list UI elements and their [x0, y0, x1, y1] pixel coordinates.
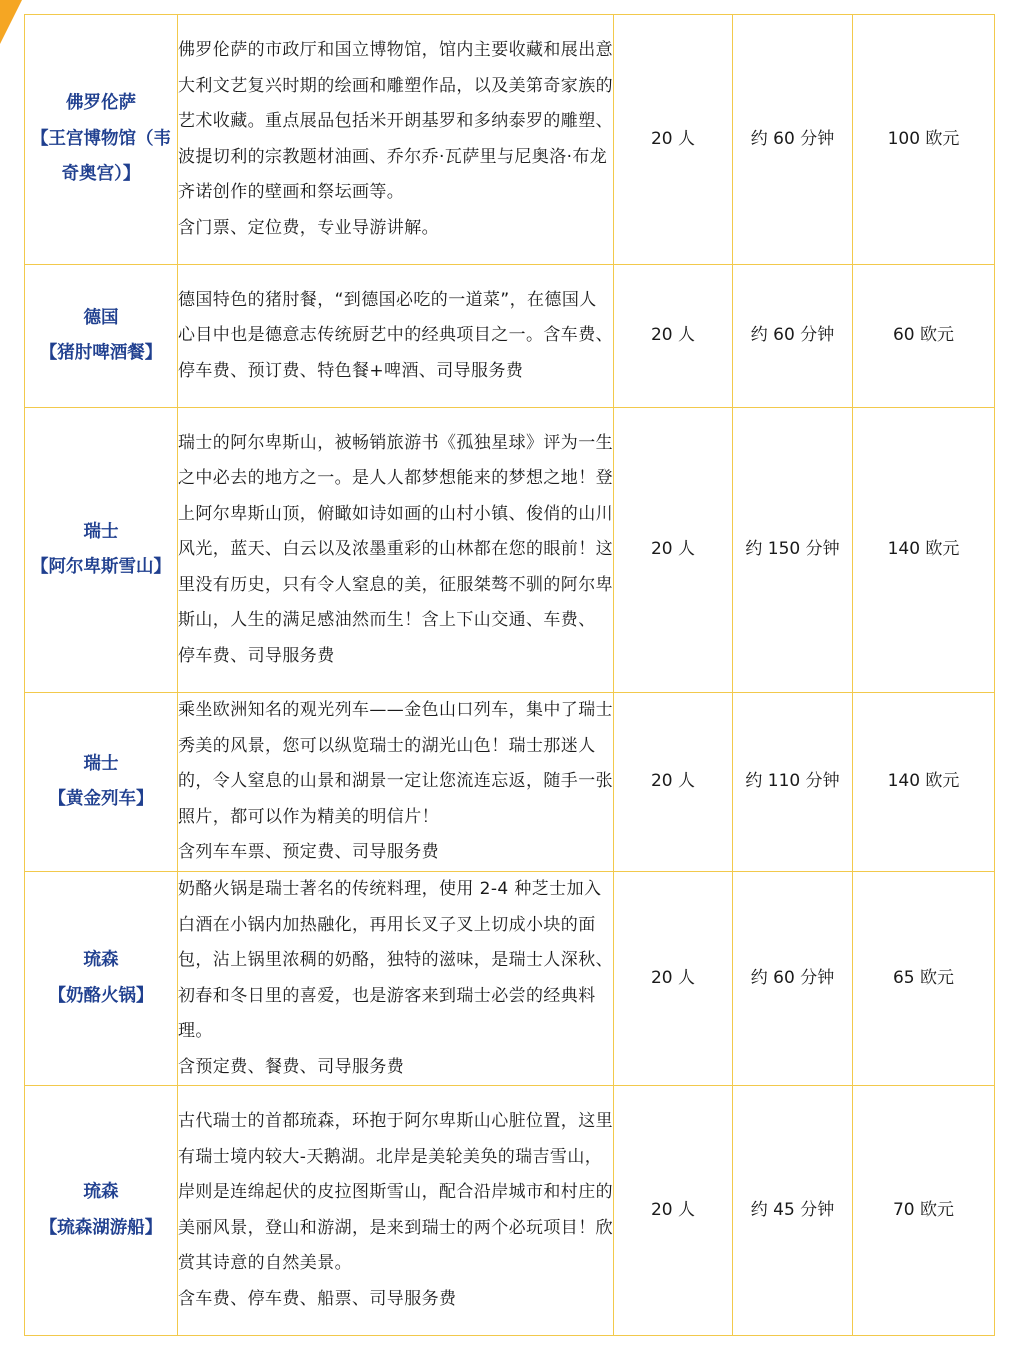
- item-description-cell: [178, 265, 614, 408]
- corner-accent: [0, 0, 22, 44]
- item-price: 100 欧元: [853, 15, 995, 265]
- item-duration: 约 60 分钟: [733, 265, 853, 408]
- item-location: 德国: [83, 307, 119, 328]
- table-row: [25, 265, 995, 408]
- item-description: 古代瑞士的首都琉森，环抱于阿尔卑斯山心脏位置，这里有瑞士境内较大-天鹅湖。北岸是美轮美奂的瑞吉雪山，岸则是连绵起伏的皮拉图斯雪山，配合沿岸城市和村庄的美丽风景，登山和游湖，是来到瑞士的两个必玩项目！欣赏其诗意的自然美景。: [178, 1111, 613, 1273]
- item-price: 60 欧元: [853, 265, 995, 408]
- item-name-cell: [25, 1086, 178, 1336]
- item-description: 奶酪火锅是瑞士著名的传统料理，使用 2-4 种芝士加入白酒在小锅内加热融化，再用长叉子叉上切成小块的面包，沾上锅里浓稠的奶酪，独特的滋味，是瑞士人深秋、初春和冬日里的喜爱，也是游客来到瑞士必尝的经典料理。: [178, 879, 613, 1041]
- table-row: [25, 1086, 995, 1336]
- item-included: 含车费、停车费、船票、司导服务费: [178, 1288, 457, 1309]
- item-description: 佛罗伦萨的市政厅和国立博物馆，馆内主要收藏和展出意大利文艺复兴时期的绘画和雕塑作品，以及美第奇家族的艺术收藏。重点展品包括米开朗基罗和多纳泰罗的雕塑、波提切利的宗教题材油画、乔尔乔·瓦萨里与尼奥洛·布龙齐诺创作的壁画和祭坛画等。: [178, 40, 613, 202]
- item-description-cell: [178, 693, 614, 872]
- item-title: 【奶酪火锅】: [48, 985, 154, 1006]
- item-description: 乘坐欧洲知名的观光列车——金色山口列车，集中了瑞士秀美的风景，您可以纵览瑞士的湖光山色！瑞士那迷人的，令人窒息的山景和湖景一定让您流连忘返，随手一张照片，都可以作为精美的明信片！: [178, 700, 613, 827]
- itinerary-table: [24, 14, 995, 1336]
- table-row: [25, 408, 995, 693]
- item-duration: 约 110 分钟: [733, 693, 853, 872]
- item-description-cell: [178, 15, 614, 265]
- item-included: 含列车车票、预定费、司导服务费: [178, 842, 439, 863]
- item-description-cell: [178, 872, 614, 1086]
- item-people: 20 人: [614, 1086, 733, 1336]
- item-price: 70 欧元: [853, 1086, 995, 1336]
- item-duration: 约 60 分钟: [733, 872, 853, 1086]
- item-duration: 约 45 分钟: [733, 1086, 853, 1336]
- item-name-cell: [25, 693, 178, 872]
- item-description-cell: [178, 408, 614, 693]
- table-row: [25, 15, 995, 265]
- item-name-cell: [25, 265, 178, 408]
- item-price: 140 欧元: [853, 693, 995, 872]
- item-people: 20 人: [614, 872, 733, 1086]
- item-name-cell: [25, 15, 178, 265]
- item-location: 佛罗伦萨: [66, 93, 136, 114]
- item-description: 瑞士的阿尔卑斯山，被畅销旅游书《孤独星球》评为一生之中必去的地方之一。是人人都梦想能来的梦想之地！登上阿尔卑斯山顶，俯瞰如诗如画的山村小镇、俊俏的山川风光，蓝天、白云以及浓墨重彩的山林都在您的眼前！这里没有历史，只有令人窒息的美，征服桀骜不驯的阿尔卑斯山，人生的满足感油然而生！含上下山交通、车费、 停车费、司导服务费: [178, 432, 613, 666]
- item-people: 20 人: [614, 265, 733, 408]
- item-name-cell: [25, 408, 178, 693]
- item-location: 瑞士: [83, 521, 119, 542]
- item-location: 瑞士: [83, 753, 119, 774]
- table-row: [25, 693, 995, 872]
- item-location: 琉森: [83, 1182, 119, 1202]
- item-people: 20 人: [614, 693, 733, 872]
- item-included: 含预定费、餐费、司导服务费: [178, 1056, 405, 1077]
- item-title: 【黄金列车】: [48, 789, 154, 809]
- item-included: 含门票、定位费，专业导游讲解。: [178, 217, 439, 238]
- item-people: 20 人: [614, 408, 733, 693]
- item-description: 德国特色的猪肘餐，“到德国必吃的一道菜”，在德国人心目中也是德意志传统厨艺中的经典项目之一。含车费、停车费、预订费、特色餐+啤酒、司导服务费: [178, 289, 613, 381]
- item-people: 20 人: [614, 15, 733, 265]
- item-location: 琉森: [83, 950, 119, 970]
- item-description-cell: [178, 1086, 614, 1336]
- item-duration: 约 150 分钟: [733, 408, 853, 693]
- item-title: 【琉森湖游船】: [39, 1217, 163, 1238]
- item-duration: 约 60 分钟: [733, 15, 853, 265]
- item-name-cell: [25, 872, 178, 1086]
- table-row: [25, 872, 995, 1086]
- item-title: 【猪肘啤酒餐】: [39, 343, 163, 363]
- item-title: 【王宫博物馆（韦奇奥宫）】: [31, 128, 171, 185]
- item-title: 【阿尔卑斯雪山】: [31, 557, 171, 577]
- item-price: 140 欧元: [853, 408, 995, 693]
- item-price: 65 欧元: [853, 872, 995, 1086]
